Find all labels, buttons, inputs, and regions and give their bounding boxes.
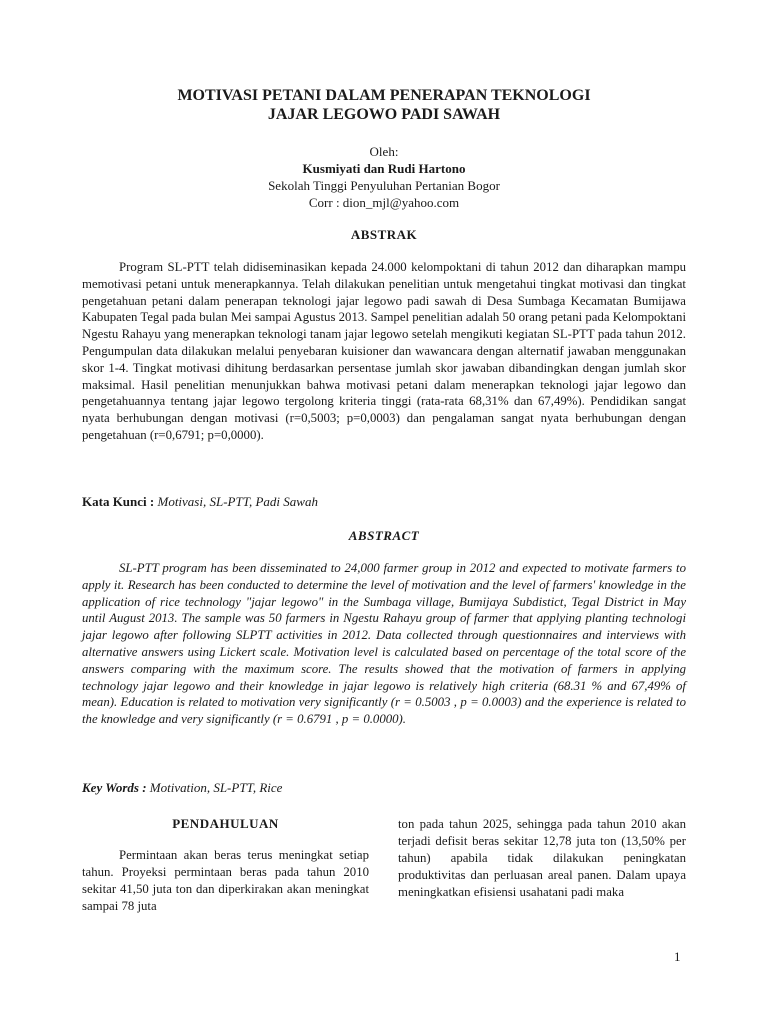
title-line-1: MOTIVASI PETANI DALAM PENERAPAN TEKNOLOGI [177, 87, 591, 104]
paper-title [0, 86, 768, 124]
abstrak-heading: ABSTRAK [350, 227, 418, 242]
abstrak-body: Program SL-PTT telah didiseminasikan kepada 24.000 kelompoktani di tahun 2012 dan diharapkan mampu memotivasi petani untuk menerapkannya. Telah dilakukan penelitian untuk mengetahui tingkat motivasi dan tingkat pengetahuan petani dalam penerapan teknologi jajar legowo padi sawah di Desa Sumbaga Kecamatan Bumijawa Kabupaten Tegal pada bulan Mei sampai Agustus 2013. Sampel penelitian adalah 50 orang petani pada Kelompoktani Ngestu Rahayu yang menerapkan teknologi tanam jajar legowo setelah mengikuti kegiatan SL-PTT pada tahun 2012. Pengumpulan data dilakukan melalui penyebaran kuisioner dan wawancara dengan alternatif jawaban menggunakan skor 1-4. Tingkat motivasi dihitung berdasarkan persentase jumlah skor jawaban dibandingkan dengan jumlah skor maksimal. Hasil penelitian menunjukkan bahwa motivasi petani dalam menerapkan teknologi jajar legowo dan pengetahuannya tentang jajar legowo tergolong kriteria tinggi (rata-rata 68,31% dan 67,49%). Pendidikan sangat nyata berhubungan dengan motivasi (r=0,5003; p=0,0003) dan pengalaman sangat nyata berhubungan dengan pengetahuan (r=0,6791; p=0,0000). [82, 260, 686, 442]
intro-left-column: Permintaan akan beras terus meningkat setiap tahun. Proyeksi permintaan beras pada tahun 2010 sekitar 41,50 juta ton dan diperkirakan akan meningkat sampai 78 juta [82, 848, 369, 913]
affiliation: Sekolah Tinggi Penyuluhan Pertanian Bogor [268, 178, 500, 193]
kata-kunci-label: Kata Kunci : [82, 494, 155, 509]
abstract-body: SL-PTT program has been disseminated to 24,000 farmer group in 2012 and expected to motivate farmers to apply it. Research has been conducted to determine the level of motivation and the level of farmers' knowledge in the application of rice technology "jajar legowo" in the Sumbaga village, Bumijaya Subdistict, Tegal District in May until August 2013. The sample was 50 farmers in Ngestu Rahayu group of farmer that applying planting technologi jajar legowo after following SLPTT activities in 2012. Data collected through questionnaires and interviews with alternative answers using Lickert scale. Motivation level is calculated based on percentage of the total score of the answers comparing with the maximum score. The results showed that the motivation of farmers in applying technology jajar legowo and their knowledge in jajar legowo is relatively high criteria (68.31 % and 67,49% of mean). Education is related to motivation very significantly (r = 0.5003 , p = 0.0003) and the experience is related to the knowledge and very significantly (r = 0.6791 , p = 0.0000). [82, 561, 686, 727]
pendahuluan-heading: PENDAHULUAN [172, 816, 279, 831]
title-line-2: JAJAR LEGOWO PADI SAWAH [267, 106, 501, 123]
kata-kunci-values: Motivasi, SL-PTT, Padi Sawah [157, 494, 318, 509]
kata-kunci [82, 494, 686, 510]
abstract-heading: ABSTRACT [348, 528, 420, 543]
key-words-values: Motivation, SL-PTT, Rice [149, 780, 283, 795]
key-words [82, 780, 686, 796]
author-block [0, 143, 768, 211]
page-number: 1 [674, 949, 681, 964]
authors: Kusmiyati dan Rudi Hartono [302, 161, 466, 176]
correspondence: Corr : dion_mjl@yahoo.com [308, 195, 460, 210]
by-label: Oleh: [369, 144, 399, 159]
intro-right-column: ton pada tahun 2025, sehingga pada tahun 2010 akan terjadi defisit beras sekitar 12,78 juta ton (13,50% per tahun) apabila tidak dilakukan peningkatan produktivitas dan perluasan areal panen. Dalam upaya meningkatkan efisiensi usahatani padi maka [398, 817, 686, 899]
key-words-label: Key Words : [82, 780, 147, 795]
